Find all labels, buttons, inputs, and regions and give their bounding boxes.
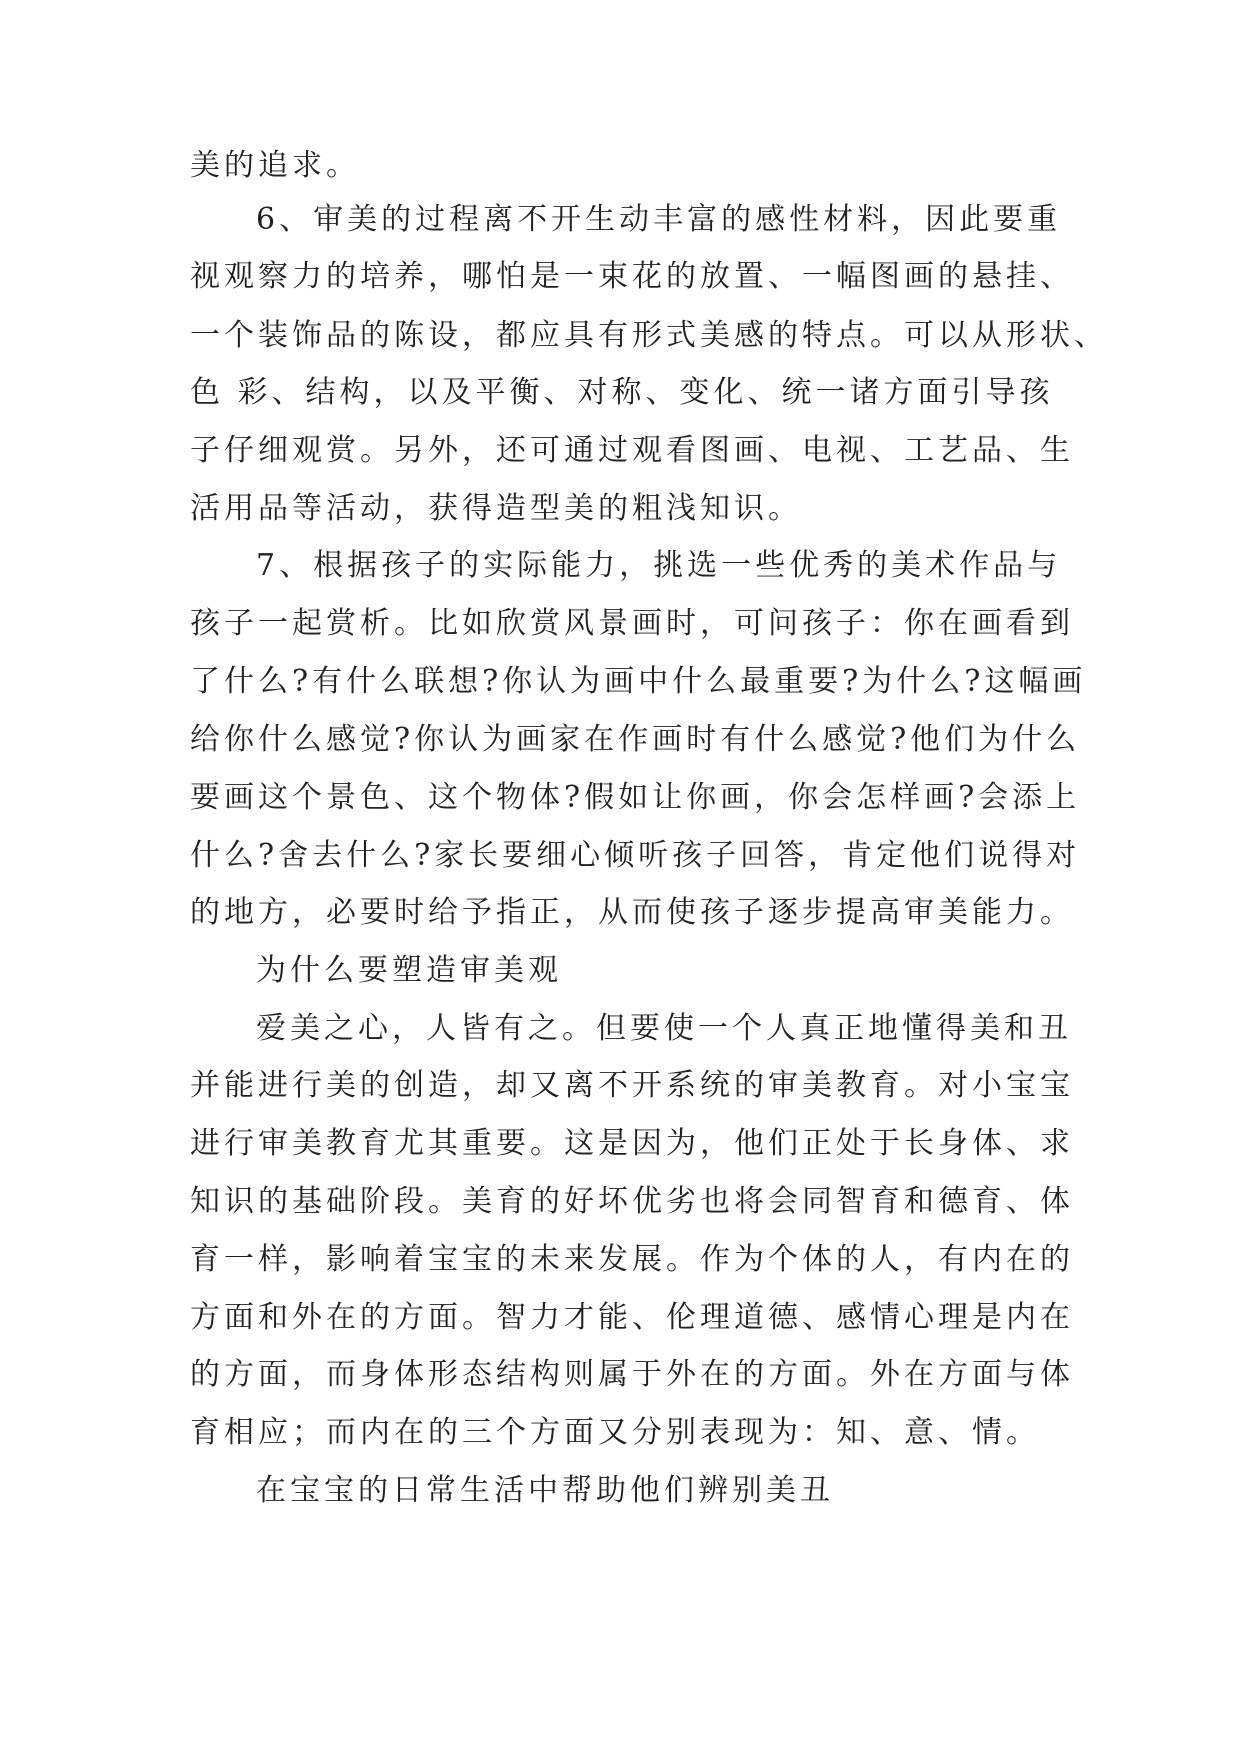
text-line: 7、根据孩子的实际能力，挑选一些优秀的美术作品与 bbox=[256, 548, 1062, 583]
text-line: 育一样，影响着宝宝的未来发展。作为个体的人，有内在的 bbox=[190, 1242, 1074, 1277]
text-line: 的方面，而身体形态结构则属于外在的方面。外在方面与体 bbox=[190, 1357, 1074, 1392]
text-line: 进行审美教育尤其重要。这是因为，他们正处于长身体、求 bbox=[190, 1126, 1074, 1161]
text-line: 一个装饰品的陈设，都应具有形式美感的特点。可以从形状、 bbox=[190, 318, 1108, 353]
text-line: 美的追求。 bbox=[190, 148, 360, 183]
text-line: 6、审美的过程离不开生动丰富的感性材料，因此要重 bbox=[256, 202, 1062, 237]
text-line: 育相应；而内在的三个方面又分别表现为：知、意、情。 bbox=[190, 1415, 1040, 1450]
text-line: 色 彩、结构，以及平衡、对称、变化、统一诸方面引导孩 bbox=[190, 375, 1054, 410]
text-line: 方面和外在的方面。智力才能、伦理道德、感情心理是内在 bbox=[190, 1300, 1074, 1335]
text-line: 活用品等活动，获得造型美的粗浅知识。 bbox=[190, 491, 802, 526]
section-heading: 为什么要塑造审美观 bbox=[256, 953, 562, 988]
section-heading: 在宝宝的日常生活中帮助他们辨别美丑 bbox=[256, 1473, 834, 1508]
text-line: 并能进行美的创造，却又离不开系统的审美教育。对小宝宝 bbox=[190, 1068, 1074, 1103]
text-line: 视观察力的培养，哪怕是一束花的放置、一幅图画的悬挂、 bbox=[190, 259, 1074, 294]
text-line: 孩子一起赏析。比如欣赏风景画时，可问孩子：你在画看到 bbox=[190, 606, 1074, 641]
text-line: 的地方，必要时给予指正，从而使孩子逐步提高审美能力。 bbox=[190, 895, 1074, 930]
text-line: 知识的基础阶段。美育的好坏优劣也将会同智育和德育、体 bbox=[190, 1184, 1074, 1219]
text-line: 给你什么感觉?你认为画家在作画时有什么感觉?他们为什么 bbox=[190, 722, 1081, 757]
text-line: 什么?舍去什么?家长要细心倾听孩子回答，肯定他们说得对 bbox=[190, 838, 1081, 873]
text-line: 子仔细观赏。另外，还可通过观看图画、电视、工艺品、生 bbox=[190, 433, 1074, 468]
text-line: 要画这个景色、这个物体?假如让你画，你会怎样画?会添上 bbox=[190, 780, 1081, 815]
text-line: 爱美之心，人皆有之。但要使一个人真正地懂得美和丑 bbox=[256, 1011, 1072, 1046]
text-line: 了什么?有什么联想?你认为画中什么最重要?为什么?这幅画 bbox=[190, 664, 1087, 699]
